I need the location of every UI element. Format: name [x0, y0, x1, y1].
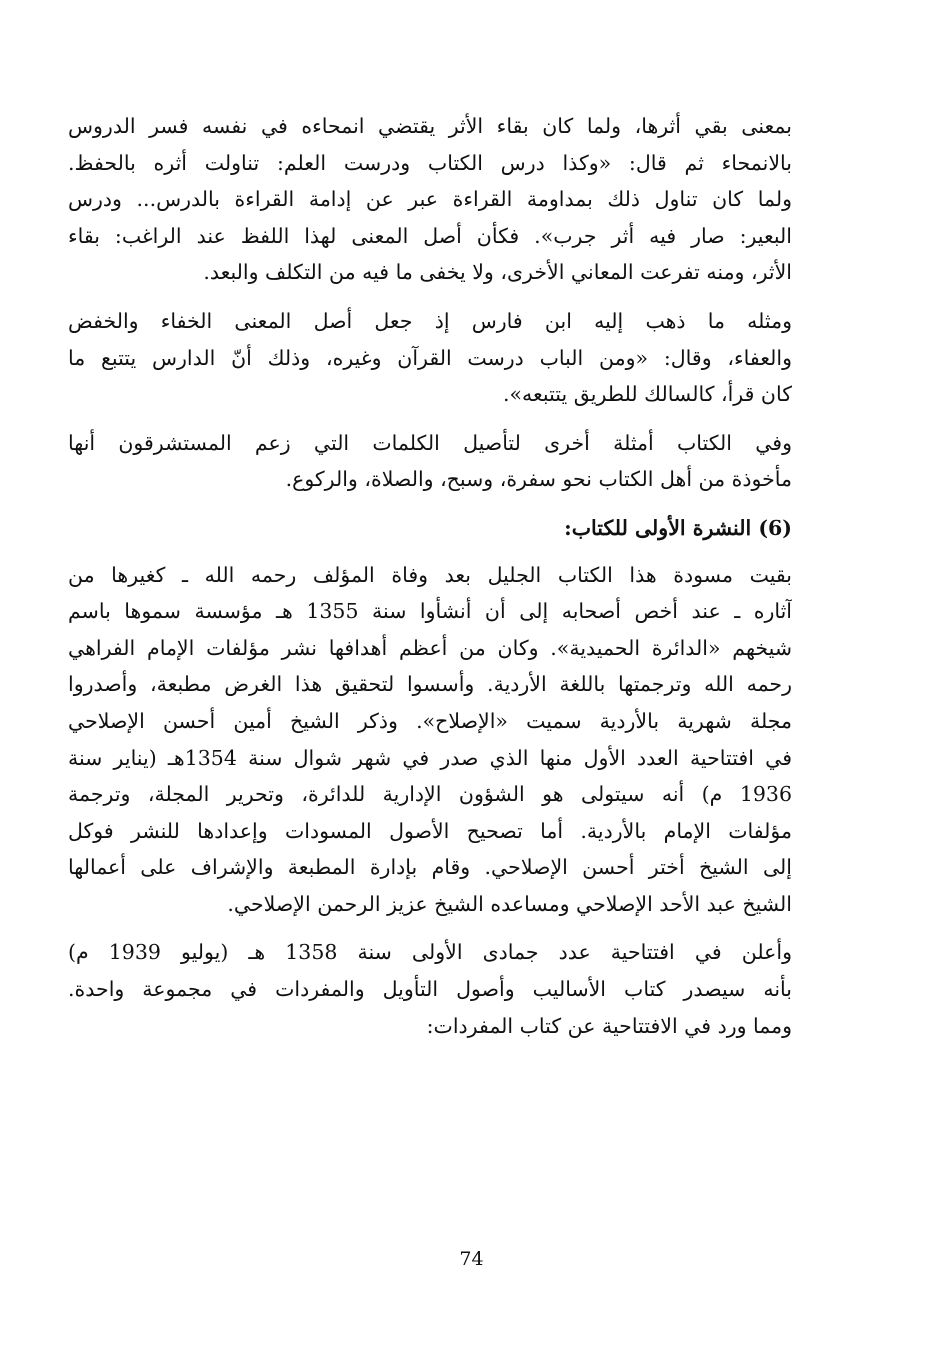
text-line: إلى الشيخ أختر أحسن الإصلاحي. وقام بإدارة المطبعة والإشراف على أعمالها	[68, 855, 792, 880]
text-line: شيخهم «الدائرة الحميدية». وكان من أعظم أهدافها نشر مؤلفات الإمام الفراهي	[68, 635, 792, 660]
text-line: كان قرأ، كالسالك للطريق يتتبعه».	[502, 382, 792, 407]
page-body	[68, 108, 792, 1056]
text-line: آثاره ـ عند أخص أصحابه إلى أن أنشأوا سنة 1355 هـ مؤسسة سموها باسم	[68, 599, 792, 624]
text-line: وأعلن في افتتاحية عدد جمادى الأولى سنة 1358 هـ (يوليو 1939 م)	[68, 940, 792, 965]
paragraph-announcement	[68, 934, 792, 1044]
text-line: وفي الكتاب أمثلة أخرى لتأصيل الكلمات التي زعم المستشرقون أنها	[68, 430, 792, 455]
text-line: في افتتاحية العدد الأول منها الذي صدر في شهر شوال سنة 1354هـ (يناير سنة	[68, 745, 792, 770]
text-line: الشيخ عبد الأحد الإصلاحي ومساعده الشيخ عزيز الرحمن الإصلاحي.	[227, 891, 792, 916]
page-number: 74	[459, 1248, 484, 1270]
text-line: ولما كان تناول ذلك بمداومة القراءة عبر عن إدامة القراءة بالدرس... ودرس	[68, 187, 792, 212]
paragraph-raghib	[68, 108, 792, 291]
text-line: مأخوذة من أهل الكتاب نحو سفرة، وسبح، والصلاة، والركوع.	[285, 467, 792, 492]
text-line: ومثله ما ذهب إليه ابن فارس إذ جعل أصل المعنى الخفاء والخفض	[68, 308, 792, 333]
section-heading: (6) النشرة الأولى للكتاب:	[564, 515, 792, 540]
text-line: رحمه الله وترجمتها باللغة الأردية. وأسسوا لتحقيق هذا الغرض مطبعة، وأصدروا	[68, 672, 792, 697]
paragraph-first-edition	[68, 557, 792, 923]
text-line: الأثر، ومنه تفرعت المعاني الأخرى، ولا يخفى ما فيه من التكلف والبعد.	[203, 260, 792, 285]
text-line: والعفاء، وقال: «ومن الباب درست القرآن وغيره، وذلك أنّ الدارس يتتبع ما	[68, 345, 792, 370]
text-line: ومما ورد في الافتتاحية عن كتاب المفردات:	[426, 1013, 792, 1038]
text-line: بمعنى بقي أثرها، ولما كان بقاء الأثر يقتضي انمحاءه في نفسه فسر الدروس	[68, 114, 792, 138]
paragraph-ibn-faris	[68, 303, 792, 413]
text-line: بقيت مسودة هذا الكتاب الجليل بعد وفاة المؤلف رحمه الله ـ كغيرها من	[68, 562, 792, 587]
text-line: البعير: صار فيه أثر جرب». فكأن أصل المعنى لهذا اللفظ عند الراغب: بقاء	[68, 223, 792, 248]
text-line: بالانمحاء ثم قال: «وكذا درس الكتاب ودرست العلم: تناولت أثره بالحفظ.	[68, 150, 792, 175]
text-line: مجلة شهرية بالأردية سميت «الإصلاح». وذكر الشيخ أمين أحسن الإصلاحي	[68, 708, 792, 733]
text-line: بأنه سيصدر كتاب الأساليب وأصول التأويل والمفردات في مجموعة واحدة.	[68, 977, 792, 1002]
paragraph-examples	[68, 425, 792, 498]
text-line: 1936 م) أنه سيتولى هو الشؤون الإدارية للدائرة، وتحرير المجلة، وترجمة	[68, 782, 792, 807]
text-line: مؤلفات الإمام بالأردية. أما تصحيح الأصول المسودات وإعدادها للنشر فوكل	[68, 818, 792, 843]
